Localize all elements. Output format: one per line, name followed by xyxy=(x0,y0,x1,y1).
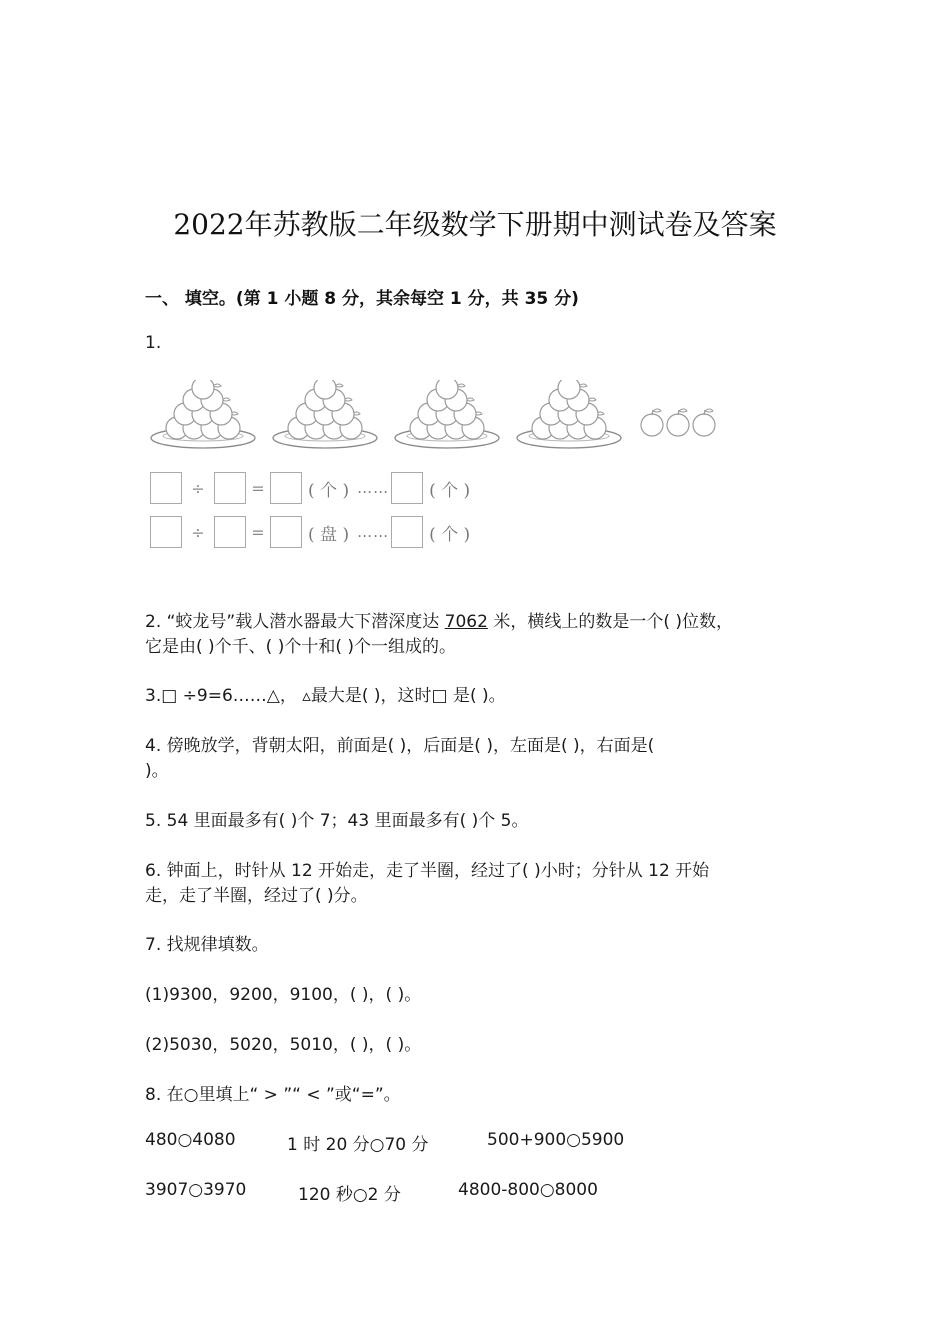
plate-3 xyxy=(395,380,499,448)
answer-box[interactable] xyxy=(270,516,302,548)
answer-box[interactable] xyxy=(391,472,423,504)
unit-label: ( 个 ) xyxy=(429,524,471,545)
compare-item: 120 秒○2 分 xyxy=(298,1185,401,1205)
plate-2 xyxy=(273,380,377,448)
question-7-part-2: (2)5030，5020，5010，( )，( )。 xyxy=(145,1035,422,1055)
unit-label: ( 个 ) xyxy=(429,480,471,501)
question-7-label: 7. 找规律填数。 xyxy=(145,935,269,955)
compare-item: 3907○3970 xyxy=(145,1180,247,1200)
divide-sign: ÷ xyxy=(191,522,205,542)
question-1-label: 1. xyxy=(145,333,162,353)
question-4-line-2: )。 xyxy=(145,761,169,781)
answer-box[interactable] xyxy=(214,472,246,504)
plate-4 xyxy=(517,380,621,448)
remainder-dots: …… xyxy=(357,479,390,497)
page-title: 2022年苏教版二年级数学下册期中测试卷及答案 xyxy=(173,208,777,241)
plate-1 xyxy=(151,380,255,448)
compare-item: 1 时 20 分○70 分 xyxy=(287,1135,429,1155)
answer-box[interactable] xyxy=(150,472,182,504)
question-5: 5. 54 里面最多有( )个 7；43 里面最多有( )个 5。 xyxy=(145,811,529,831)
question-6-line-1: 6. 钟面上，时针从 12 开始走，走了半圈，经过了( )小时；分针从 12 开始 xyxy=(145,861,710,881)
section-heading-fill-in: 一、 填空。(第 1 小题 8 分，其余每空 1 分，共 35 分) xyxy=(145,289,579,309)
question-6-line-2: 走，走了半圈，经过了( )分。 xyxy=(145,886,368,906)
compare-item: 4800-800○8000 xyxy=(458,1180,598,1200)
loose-apple xyxy=(641,409,663,436)
equation-row-1 xyxy=(150,470,476,506)
answer-box[interactable] xyxy=(270,472,302,504)
answer-box[interactable] xyxy=(391,516,423,548)
unit-label: ( 盘 ) xyxy=(308,524,350,545)
question-4-line-1: 4. 傍晚放学，背朝太阳，前面是( )，后面是( )，左面是( )，右面是( xyxy=(145,736,655,756)
answer-box[interactable] xyxy=(150,516,182,548)
question-7-part-1: (1)9300，9200，9100，( )，( )。 xyxy=(145,985,422,1005)
equals-sign: = xyxy=(251,522,265,542)
question-8-label: 8. 在○里填上“ > ”“ < ”或“=”。 xyxy=(145,1085,401,1105)
loose-apple xyxy=(667,409,689,436)
loose-apple xyxy=(693,409,715,436)
unit-label: ( 个 ) xyxy=(308,480,350,501)
question-2-underlined-number: 7062 xyxy=(444,612,488,632)
equals-sign: = xyxy=(251,478,265,498)
remainder-dots: …… xyxy=(357,523,390,541)
question-3: 3.□ ÷9=6……△， ▵最大是( )，这时□ 是( )。 xyxy=(145,686,506,706)
question-2-text: 2. “蛟龙号”载人潜水器最大下潜深度达 xyxy=(145,612,445,632)
divide-sign: ÷ xyxy=(191,478,205,498)
equation-row-2 xyxy=(150,514,476,550)
question-2-line-2: 它是由( )个千、( )个十和( )个一组成的。 xyxy=(145,637,457,657)
compare-item: 480○4080 xyxy=(145,1130,236,1150)
question-2-line-1 xyxy=(145,607,733,632)
question-2-text: 米，横线上的数是一个( )位数， xyxy=(487,612,733,632)
answer-box[interactable] xyxy=(214,516,246,548)
compare-item: 500+900○5900 xyxy=(487,1130,625,1150)
